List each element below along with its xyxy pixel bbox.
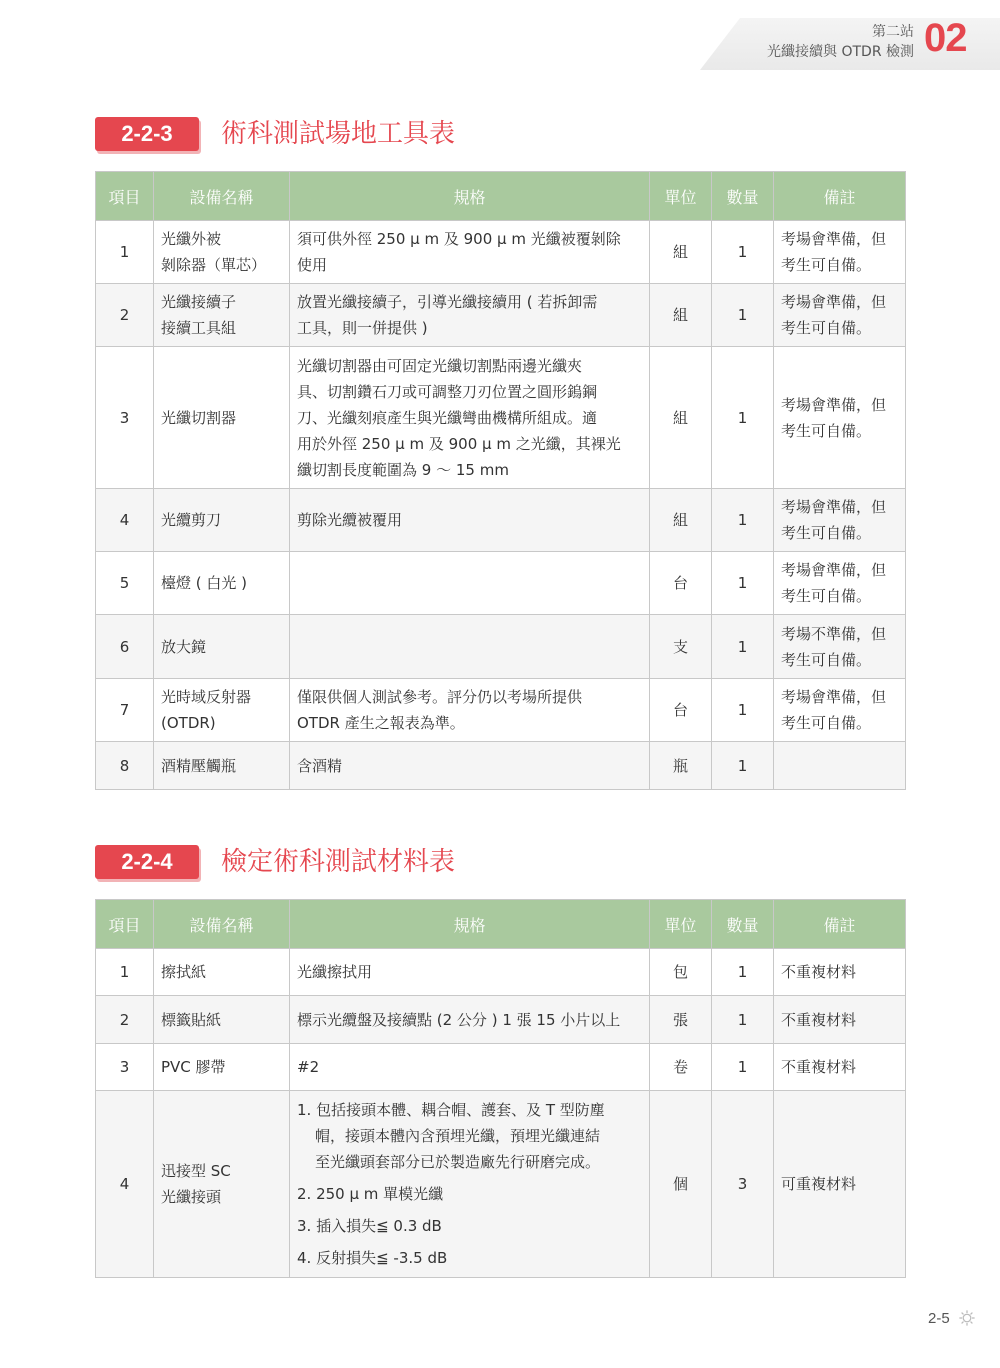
row-quantity: 1 — [712, 1044, 774, 1091]
note-line: 考生可自備。 — [781, 256, 872, 274]
row-spec — [290, 742, 650, 790]
spec-line: 帽，接頭本體內含預埋光纖，預埋光纖連結 — [315, 1127, 601, 1145]
row-spec — [290, 949, 650, 996]
row-quantity: 1 — [712, 284, 774, 347]
row-spec — [290, 284, 650, 347]
row-quantity: 1 — [712, 347, 774, 489]
row-equipment-name — [154, 679, 290, 742]
note-line: 不重複材料 — [781, 1058, 857, 1076]
name-line: 標籤貼紙 — [161, 1010, 222, 1029]
spec-list — [297, 1091, 642, 1277]
row-item-number: 4 — [96, 1091, 154, 1278]
row-note — [774, 221, 906, 284]
table-row — [96, 949, 906, 996]
table-row — [96, 347, 906, 489]
note-line: 考場會準備，但 — [781, 498, 887, 516]
table-row — [96, 996, 906, 1044]
row-spec — [290, 552, 650, 615]
col-unit-header: 單位 — [650, 172, 712, 221]
col-note-header: 備註 — [774, 900, 906, 949]
name-line: 接續工具組 — [161, 319, 237, 337]
spec-line: 3. 插入損失≦ 0.3 dB — [297, 1217, 442, 1235]
note-line: 考場會準備，但 — [781, 688, 887, 706]
section-title: 術科測試場地工具表 — [221, 119, 456, 149]
col-spec-header: 規格 — [290, 172, 650, 221]
spec-item — [297, 1097, 642, 1175]
col-unit-header: 單位 — [650, 900, 712, 949]
table-row — [96, 284, 906, 347]
row-item-number: 1 — [96, 949, 154, 996]
row-note — [774, 489, 906, 552]
spec-item — [297, 1181, 642, 1207]
header-station: 第二站 — [872, 24, 914, 40]
row-note — [774, 679, 906, 742]
col-name-header: 設備名稱 — [154, 900, 290, 949]
row-note — [774, 742, 906, 790]
row-unit: 組 — [650, 489, 712, 552]
spec-line: 2. 250 µ m 單模光纖 — [297, 1185, 444, 1203]
row-unit: 台 — [650, 552, 712, 615]
col-qty-header: 數量 — [712, 172, 774, 221]
row-equipment-name — [154, 221, 290, 284]
name-line: 酒精壓觸瓶 — [161, 756, 237, 775]
spec-line: 至光纖頭套部分已於製造廠先行研磨完成。 — [315, 1153, 601, 1171]
row-quantity: 1 — [712, 489, 774, 552]
row-spec — [290, 996, 650, 1044]
row-note — [774, 615, 906, 679]
row-item-number: 5 — [96, 552, 154, 615]
row-equipment-name — [154, 347, 290, 489]
materials-table — [95, 899, 906, 1278]
row-equipment-name — [154, 1091, 290, 1278]
name-line: PVC 膠帶 — [161, 1058, 226, 1076]
row-item-number: 2 — [96, 284, 154, 347]
table-row — [96, 742, 906, 790]
spec-item — [297, 1245, 642, 1271]
spec-line: OTDR 產生之報表為準。 — [297, 714, 465, 732]
table-row — [96, 489, 906, 552]
row-unit: 包 — [650, 949, 712, 996]
row-item-number: 4 — [96, 489, 154, 552]
row-spec — [290, 615, 650, 679]
note-line: 不重複材料 — [781, 963, 857, 981]
row-note — [774, 552, 906, 615]
row-item-number: 8 — [96, 742, 154, 790]
row-item-number: 3 — [96, 347, 154, 489]
row-item-number: 7 — [96, 679, 154, 742]
spec-line: 使用 — [297, 256, 328, 274]
spec-item — [297, 1213, 642, 1239]
name-line: 光纖外被 — [161, 230, 222, 248]
name-line: 剝除器（單芯） — [161, 256, 267, 274]
row-equipment-name — [154, 742, 290, 790]
note-line: 可重複材料 — [781, 1175, 857, 1193]
spec-line: 具、切割鑽石刀或可調整刀刃位置之圓形鎢鋼 — [297, 382, 598, 401]
spec-line: 標示光纜盤及接續點 (2 公分 ) 1 張 15 小片以上 — [297, 1010, 621, 1029]
name-line: 迅接型 SC — [161, 1162, 231, 1180]
spec-line: 工具，則一併提供 ) — [297, 319, 428, 337]
row-spec — [290, 1044, 650, 1091]
row-item-number: 1 — [96, 221, 154, 284]
row-unit: 卷 — [650, 1044, 712, 1091]
section-number-badge: 2-2-4 — [95, 845, 199, 879]
row-unit: 組 — [650, 347, 712, 489]
spec-line: 剪除光纜被覆用 — [297, 511, 403, 529]
row-quantity: 1 — [712, 742, 774, 790]
spec-line: 刀、光纖刻痕產生與光纖彎曲機構所組成。適 — [297, 408, 598, 427]
note-line: 考場會準備，但 — [781, 293, 887, 311]
row-unit: 組 — [650, 284, 712, 347]
row-unit: 張 — [650, 996, 712, 1044]
row-quantity: 1 — [712, 949, 774, 996]
name-line: 光纖接頭 — [161, 1188, 222, 1206]
note-line: 考生可自備。 — [781, 421, 872, 440]
note-line: 考生可自備。 — [781, 714, 872, 732]
row-quantity: 1 — [712, 221, 774, 284]
name-line: 光時域反射器 — [161, 688, 252, 706]
col-item-header: 項目 — [96, 900, 154, 949]
note-line: 考生可自備。 — [781, 524, 872, 542]
page-number: 2-5 — [928, 1310, 950, 1327]
row-spec — [290, 489, 650, 552]
row-note — [774, 1091, 906, 1278]
spec-line: 用於外徑 250 µ m 及 900 µ m 之光纖，其裸光 — [297, 434, 621, 453]
note-line: 考場不準備，但 — [781, 624, 887, 643]
col-qty-header: 數量 — [712, 900, 774, 949]
row-equipment-name — [154, 615, 290, 679]
table-row — [96, 1044, 906, 1091]
note-line: 考生可自備。 — [781, 587, 872, 605]
tools-table — [95, 171, 906, 790]
spec-line: 光纖切割器由可固定光纖切割點兩邊光纖夾 — [297, 356, 583, 375]
row-quantity: 1 — [712, 552, 774, 615]
row-equipment-name — [154, 949, 290, 996]
row-spec — [290, 221, 650, 284]
row-equipment-name — [154, 489, 290, 552]
row-unit: 台 — [650, 679, 712, 742]
spec-line: 光纖擦拭用 — [297, 963, 373, 981]
note-line: 不重複材料 — [781, 1010, 857, 1029]
name-line: 檯燈 ( 白光 ) — [161, 574, 248, 592]
spec-line: 含酒精 — [297, 756, 343, 775]
row-note — [774, 949, 906, 996]
table-row — [96, 221, 906, 284]
section-title: 檢定術科測試材料表 — [221, 847, 456, 877]
row-spec — [290, 679, 650, 742]
note-line: 考場會準備，但 — [781, 395, 887, 414]
row-unit: 支 — [650, 615, 712, 679]
row-quantity: 1 — [712, 996, 774, 1044]
row-note — [774, 996, 906, 1044]
spec-line: 1. 包括接頭本體、耦合帽、護套、及 T 型防塵 — [297, 1101, 605, 1119]
header-text — [767, 22, 914, 62]
col-spec-header: 規格 — [290, 900, 650, 949]
spec-line: 放置光纖接續子，引導光纖接續用 ( 若拆卸需 — [297, 293, 598, 311]
row-note — [774, 347, 906, 489]
table-row — [96, 1091, 906, 1278]
name-line: (OTDR) — [161, 714, 216, 732]
table-row — [96, 679, 906, 742]
spec-line: #2 — [297, 1058, 320, 1076]
name-line: 光纖接續子 — [161, 293, 237, 311]
row-note — [774, 284, 906, 347]
note-line: 考生可自備。 — [781, 650, 872, 669]
col-item-header: 項目 — [96, 172, 154, 221]
spec-line: 纖切割長度範圍為 9 ～ 15 mm — [297, 460, 509, 479]
spec-line: 4. 反射損失≦ -3.5 dB — [297, 1249, 448, 1267]
chapter-number: 02 — [924, 16, 967, 60]
name-line: 擦拭紙 — [161, 963, 207, 981]
section-number-badge: 2-2-3 — [95, 117, 199, 151]
row-unit: 瓶 — [650, 742, 712, 790]
name-line: 放大鏡 — [161, 637, 207, 656]
row-item-number: 2 — [96, 996, 154, 1044]
name-line: 光纖切割器 — [161, 408, 237, 427]
spec-line: 須可供外徑 250 µ m 及 900 µ m 光纖被覆剝除 — [297, 230, 621, 248]
row-equipment-name — [154, 552, 290, 615]
spec-line: 僅限供個人測試參考。評分仍以考場所提供 — [297, 688, 583, 706]
row-item-number: 6 — [96, 615, 154, 679]
row-unit: 組 — [650, 221, 712, 284]
table-row — [96, 552, 906, 615]
row-equipment-name — [154, 1044, 290, 1091]
col-name-header: 設備名稱 — [154, 172, 290, 221]
row-quantity: 3 — [712, 1091, 774, 1278]
row-note — [774, 1044, 906, 1091]
header-subtitle: 光纖接續與 OTDR 檢測 — [767, 44, 914, 60]
gear-icon — [958, 1309, 976, 1327]
row-quantity: 1 — [712, 615, 774, 679]
row-item-number: 3 — [96, 1044, 154, 1091]
row-equipment-name — [154, 284, 290, 347]
row-spec — [290, 347, 650, 489]
row-equipment-name — [154, 996, 290, 1044]
row-unit: 個 — [650, 1091, 712, 1278]
row-spec — [290, 1091, 650, 1278]
note-line: 考生可自備。 — [781, 319, 872, 337]
note-line: 考場會準備，但 — [781, 561, 887, 579]
note-line: 考場會準備，但 — [781, 230, 887, 248]
name-line: 光纜剪刀 — [161, 511, 222, 529]
col-note-header: 備註 — [774, 172, 906, 221]
row-quantity: 1 — [712, 679, 774, 742]
table-row — [96, 615, 906, 679]
